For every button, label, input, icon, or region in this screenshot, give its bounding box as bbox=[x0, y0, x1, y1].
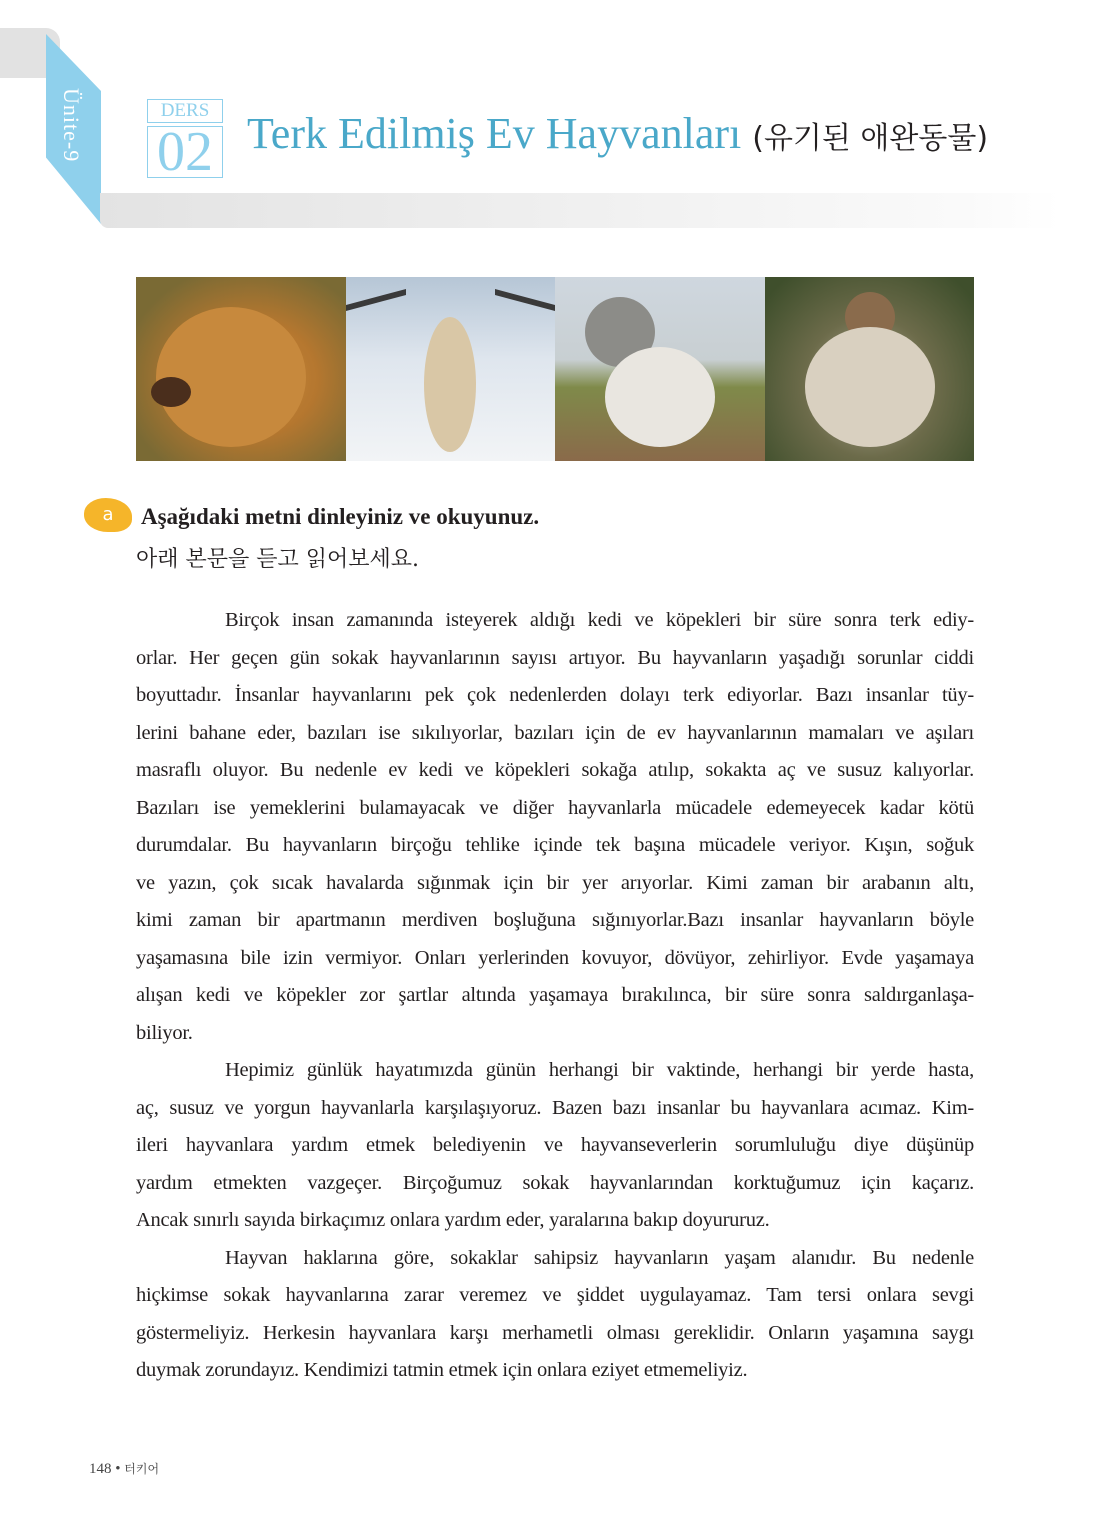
text-line: Ancak sınırlı sayıda birkaçımız onlara yardım eder, yaralarına bakıp doyururuz. bbox=[136, 1209, 770, 1231]
text-line: biliyor. bbox=[136, 1021, 193, 1044]
text-line: Bazıları ise yemeklerini bulamayacak ve diğer hayvanlarla mücadele edemeyecek kadar kötü bbox=[136, 796, 974, 819]
paragraph bbox=[136, 602, 974, 1052]
instruction-text: Aşağıdaki metni dinleyiniz ve okuyunuz. bbox=[141, 504, 540, 529]
photo-strip bbox=[136, 277, 974, 461]
text-line: lerini bahane eder, bazıları ise sıkılıyorlar, bazıları için de ev hayvanlarının mamaları ve aşıları bbox=[136, 721, 974, 744]
page-footer bbox=[89, 1460, 159, 1478]
text-line: Hayvan haklarına göre, sokaklar sahipsiz hayvanların yaşam alanıdır. Bu nedenle bbox=[225, 1246, 974, 1269]
lesson-number: 02 bbox=[147, 126, 223, 178]
photo-dog-on-bridge bbox=[346, 277, 556, 461]
lesson-badge bbox=[147, 99, 223, 183]
photo-dog-closeup bbox=[136, 277, 346, 461]
header-bar bbox=[100, 193, 1060, 228]
text-line: kimi zaman bir apartmanın merdiven boşluğuna sığınıyorlar.Bazı insanlar hayvanların böyle bbox=[136, 909, 974, 931]
text-line: boyuttadır. İnsanlar hayvanlarını pek çok nedenlerden dolayı terk ediyorlar. Bazı insanlar tüy- bbox=[136, 684, 974, 706]
subject-name: 터키어 bbox=[124, 1462, 160, 1476]
text-line: duymak zorundayız. Kendimizi tatmin etmek için onlara eziyet etmemeliyiz. bbox=[136, 1359, 748, 1381]
text-line: alışan kedi ve köpekler zor şartlar altında yaşamaya bırakılınca, bir süre sonra saldırganlaşa- bbox=[136, 984, 974, 1006]
lesson-label: DERS bbox=[147, 99, 223, 123]
unit-label: Ünite-9 bbox=[59, 88, 84, 163]
text-line: hiçkimse sokak hayvanlarına zarar veremez ve şiddet uygulayamaz. Tam tersi onlara sevgi bbox=[136, 1284, 974, 1306]
paragraph bbox=[136, 1052, 974, 1240]
text-line: Hepimiz günlük hayatımızda günün herhangi bir vaktinde, herhangi bir yerde hasta, bbox=[225, 1059, 974, 1081]
text-line: yardım etmekten vazgeçer. Birçoğumuz sokak hayvanlarından korktuğumuz için kaçarız. bbox=[136, 1171, 974, 1194]
activity-icon: a bbox=[84, 498, 132, 532]
footer-separator: • bbox=[115, 1461, 121, 1477]
instruction-korean: 아래 본문을 듣고 읽어보세요. bbox=[136, 547, 419, 572]
text-line: ileri hayvanlara yardım etmek belediyenin ve hayvanseverlerin sorumluluğu diye düşünüp bbox=[136, 1134, 974, 1156]
text-line: durumdalar. Bu hayvanların birçoğu tehlike içinde tek başına mücadele veriyor. Kışın, soğuk bbox=[136, 834, 974, 856]
text-line: ve yazın, çok sıcak havalarda sığınmak için bir yer arıyorlar. Kimi zaman bir arabanın altı, bbox=[136, 871, 974, 894]
text-line: aç, susuz ve yorgun hayvanlarla karşılaşıyoruz. Bazen bazı insanlar bu hayvanlara acımaz. Kim- bbox=[136, 1096, 974, 1119]
page-number: 148 bbox=[89, 1461, 112, 1477]
text-line: göstermeliyiz. Herkesin hayvanlara karşı merhametli olması gereklidir. Onların yaşamına saygı bbox=[136, 1321, 974, 1344]
text-line: yaşamasına bile izin vermiyor. Onları yerlerinden kovuyor, dövüyor, zehirliyor. Evde yaşamaya bbox=[136, 946, 974, 969]
page-title bbox=[247, 108, 988, 159]
photo-pug-in-blanket bbox=[765, 277, 975, 461]
text-line: orlar. Her geçen gün sokak hayvanlarının sayısı artıyor. Bu hayvanların yaşadığı sorunlar ciddi bbox=[136, 646, 974, 669]
text-line: Birçok insan zamanında isteyerek aldığı kedi ve köpekleri bir süre sonra terk ediy- bbox=[225, 609, 974, 631]
title-main: Terk Edilmiş Ev Hayvanları bbox=[247, 109, 742, 158]
paragraph bbox=[136, 1240, 974, 1390]
reading-text bbox=[136, 602, 974, 1390]
title-korean: (유기된 애완동물) bbox=[752, 121, 989, 156]
photo-cat bbox=[555, 277, 765, 461]
text-line: masraflı oluyor. Bu nedenle ev kedi ve köpekleri sokağa atılıp, sokakta aç ve susuz kalıyorlar. bbox=[136, 759, 974, 781]
